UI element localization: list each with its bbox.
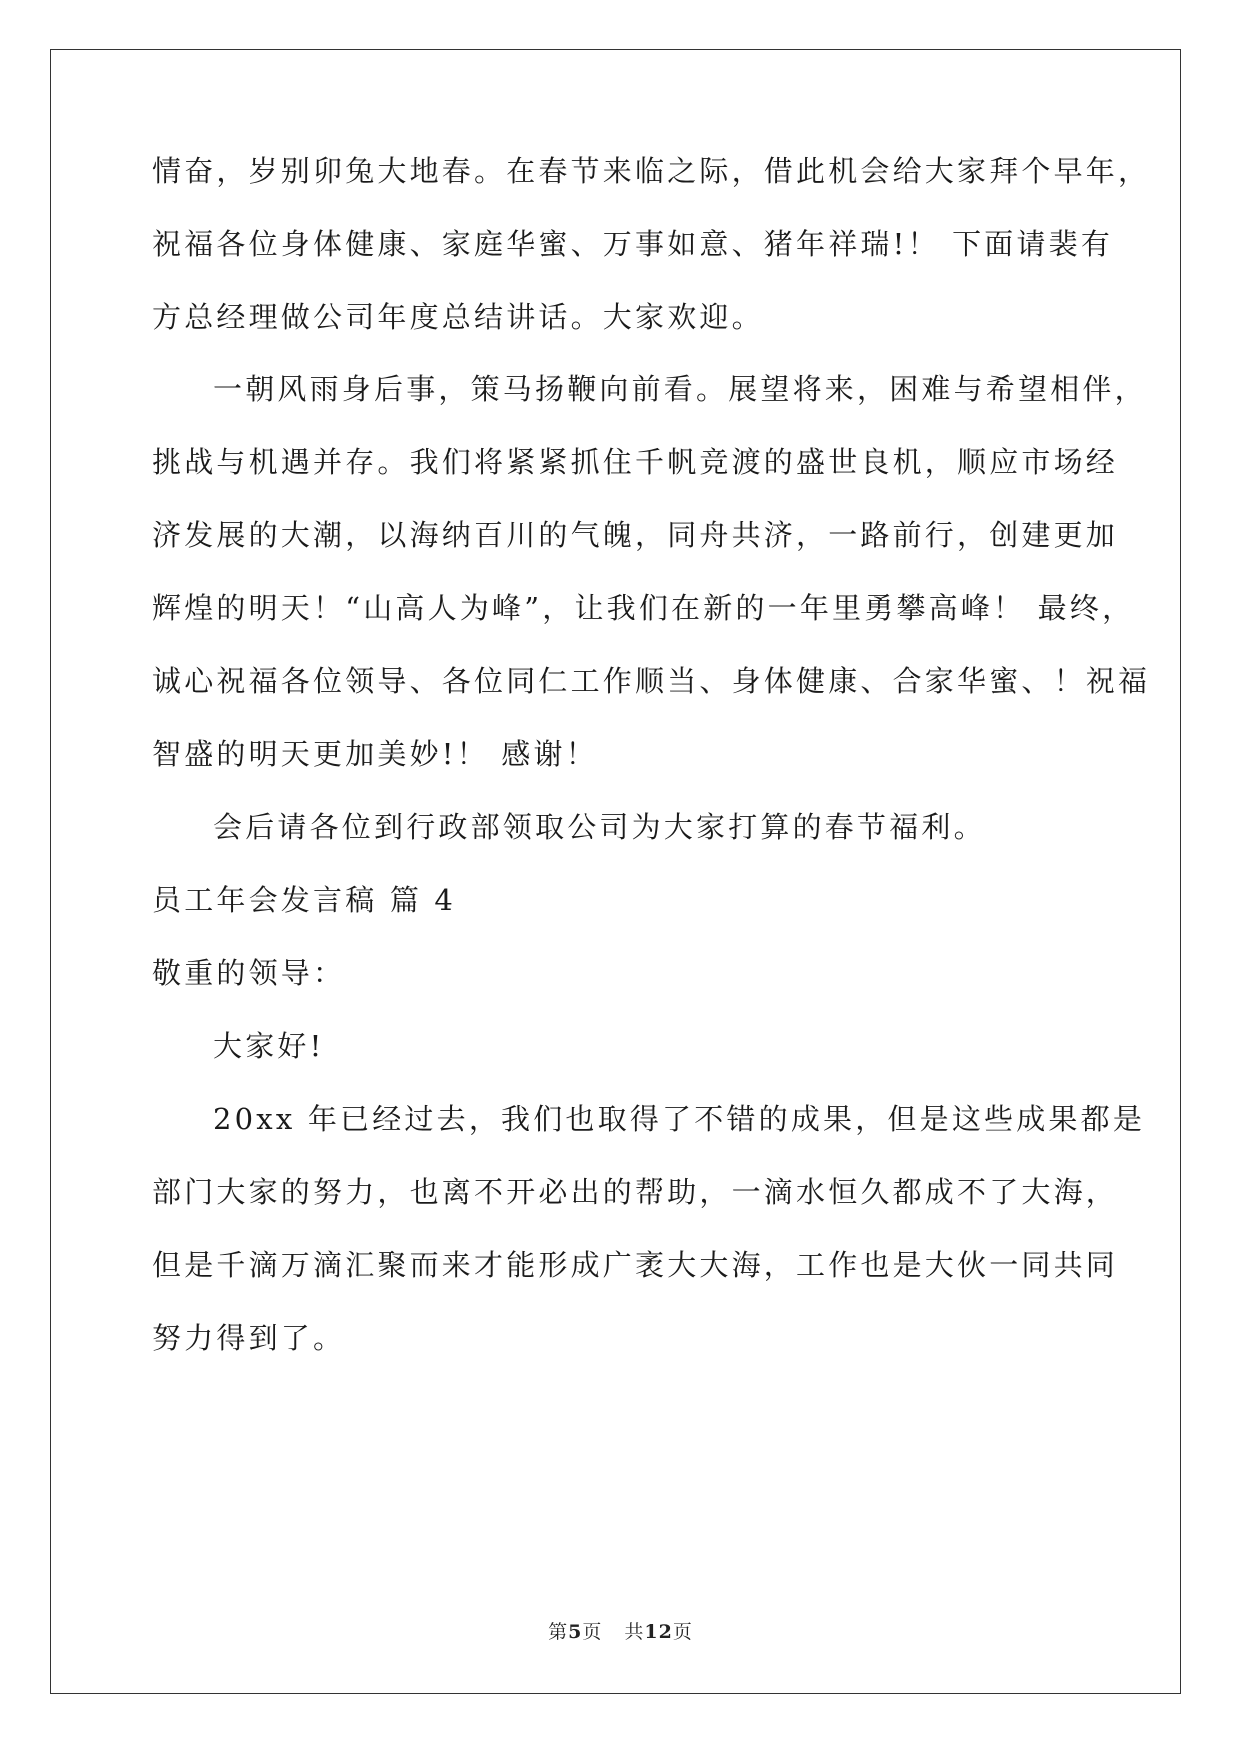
paragraph-line: 但是千滴万滴汇聚而来才能形成广袤大大海，工作也是大伙一同共同	[152, 1248, 1119, 1282]
footer-page-suffix: 页	[582, 1621, 603, 1643]
paragraph-line: 挑战与机遇并存。我们将紧紧抓住千帆竞渡的盛世良机，顺应市场经	[152, 445, 1119, 479]
section-heading: 员工年会发言稿 篇 4	[152, 883, 457, 917]
paragraph-line: 20xx 年已经过去，我们也取得了不错的成果，但是这些成果都是	[213, 1102, 1146, 1136]
paragraph-line: 辉煌的明天！“山高人为峰”，让我们在新的一年里勇攀高峰！ 最终，	[152, 591, 1135, 625]
paragraph-line: 祝福各位身体健康、家庭华蜜、万事如意、猪年祥瑞!！ 下面请裴有	[152, 227, 1114, 261]
total-pages: 12	[644, 1621, 673, 1643]
paragraph-line: 努力得到了。	[152, 1321, 346, 1355]
footer-total-suffix: 页	[672, 1621, 693, 1643]
paragraph-line: 情奋，岁别卯兔大地春。在春节来临之际，借此机会给大家拜个早年，	[152, 154, 1151, 188]
paragraph-line: 济发展的大潮，以海纳百川的气魄，同舟共济，一路前行，创建更加	[152, 518, 1119, 552]
paragraph-line: 会后请各位到行政部领取公司为大家打算的春节福利。	[213, 810, 986, 844]
page-number: 5	[568, 1621, 583, 1643]
greeting: 大家好!	[213, 1029, 325, 1063]
salutation: 敬重的领导：	[152, 956, 346, 990]
footer-total-prefix: 共	[624, 1621, 645, 1643]
page-footer	[0, 1620, 1241, 1644]
paragraph-line: 方总经理做公司年度总结讲话。大家欢迎。	[152, 300, 764, 334]
footer-prefix: 第	[548, 1621, 569, 1643]
page-border	[50, 49, 1181, 1694]
paragraph-line: 部门大家的努力，也离不开必出的帮助，一滴水恒久都成不了大海，	[152, 1175, 1119, 1209]
paragraph-line: 一朝风雨身后事，策马扬鞭向前看。展望将来，困难与希望相伴，	[213, 372, 1147, 406]
paragraph-line: 智盛的明天更加美妙!！ 感谢！	[152, 737, 598, 771]
paragraph-line: 诚心祝福各位领导、各位同仁工作顺当、身体健康、合家华蜜、！祝福	[152, 664, 1151, 698]
